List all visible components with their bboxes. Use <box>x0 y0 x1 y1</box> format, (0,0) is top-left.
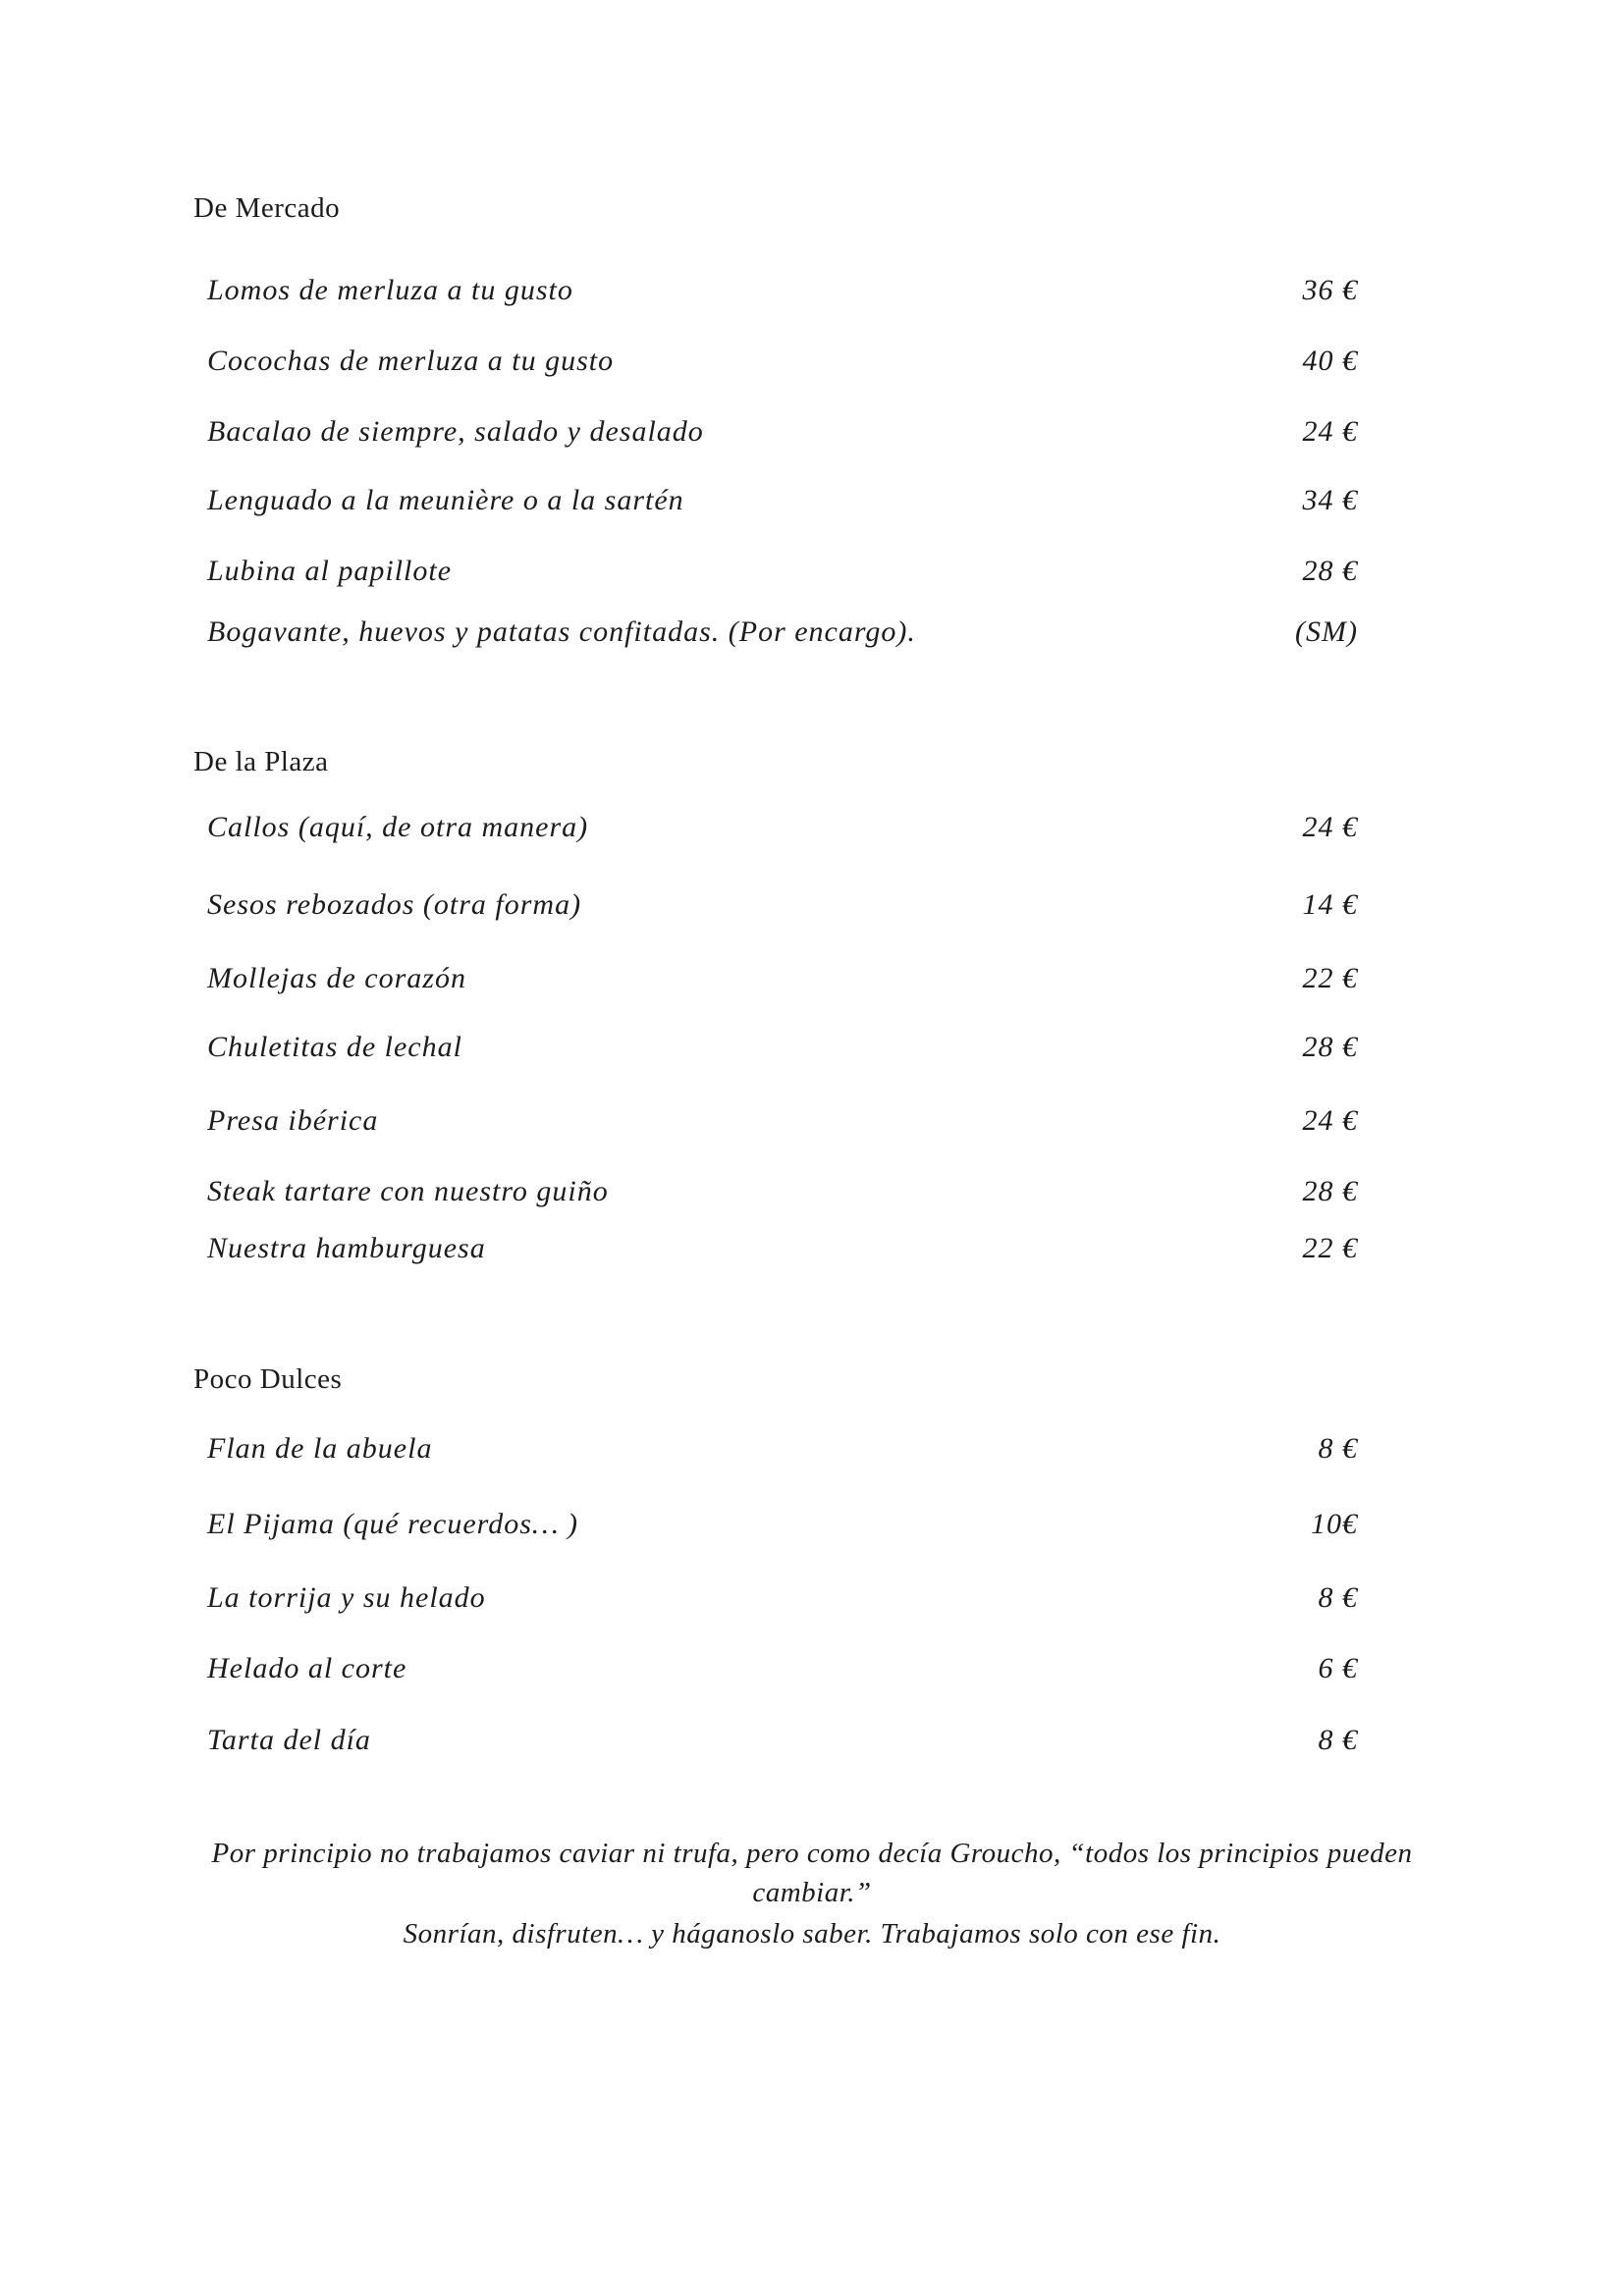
menu-item-row <box>193 614 1358 651</box>
menu-item-row <box>193 1173 1358 1210</box>
menu-item-name: Lubina al papillote <box>207 555 453 587</box>
menu-item-row <box>193 343 1358 380</box>
menu-item-row <box>193 1506 1358 1543</box>
menu-item-row <box>193 482 1358 519</box>
menu-item-price: 40 € <box>1302 345 1358 377</box>
menu-item-name: Bogavante, huevos y patatas confitadas. (Por encargo). <box>207 615 916 648</box>
footer-line: cambiar.” <box>752 1877 872 1908</box>
menu-item-price: (SM) <box>1295 615 1358 648</box>
menu-item-row <box>193 1430 1358 1468</box>
menu-item-price: 34 € <box>1302 484 1358 516</box>
menu-item-name: Tarta del día <box>207 1724 371 1756</box>
menu-item-name: Lomos de merluza a tu gusto <box>207 274 573 306</box>
section-title: De la Plaza <box>193 746 329 777</box>
section-title: Poco Dulces <box>193 1363 343 1395</box>
menu-item-name: Bacalao de siempre, salado y desalado <box>207 415 704 448</box>
menu-item-name: La torrija y su helado <box>207 1581 486 1614</box>
menu-item-row <box>193 1722 1358 1759</box>
section-de-mercado <box>193 189 1358 651</box>
menu-item-price: 14 € <box>1302 888 1358 921</box>
menu-item-row <box>193 1230 1358 1267</box>
menu-item-row <box>193 809 1358 846</box>
menu-item-name: Flan de la abuela <box>207 1432 433 1465</box>
menu-item-name: Cocochas de merluza a tu gusto <box>207 345 615 377</box>
menu-item-price: 8 € <box>1318 1581 1358 1614</box>
menu-item-price: 8 € <box>1318 1724 1358 1756</box>
menu-item-name: Lenguado a la meunière o a la sartén <box>207 484 684 516</box>
menu-item-row <box>193 272 1358 309</box>
menu-content <box>193 189 1358 1759</box>
menu-item-price: 8 € <box>1318 1432 1358 1465</box>
menu-item-row <box>193 886 1358 924</box>
menu-item-name: Helado al corte <box>207 1652 407 1684</box>
menu-item-row <box>193 413 1358 451</box>
menu-item-price: 24 € <box>1302 415 1358 448</box>
menu-item-row <box>193 553 1358 590</box>
menu-item-row <box>193 1650 1358 1687</box>
menu-item-price: 22 € <box>1302 1232 1358 1264</box>
menu-item-price: 6 € <box>1318 1652 1358 1684</box>
menu-item-name: Callos (aquí, de otra manera) <box>207 811 589 843</box>
menu-item-price: 28 € <box>1302 555 1358 587</box>
menu-item-price: 24 € <box>1302 1104 1358 1137</box>
menu-item-name: El Pijama (qué recuerdos… ) <box>207 1508 579 1540</box>
menu-item-price: 28 € <box>1302 1175 1358 1207</box>
menu-item-price: 10€ <box>1311 1508 1358 1540</box>
menu-item-price: 36 € <box>1302 274 1358 306</box>
section-poco-dulces <box>193 1361 1358 1759</box>
menu-item-price: 28 € <box>1302 1031 1358 1063</box>
menu-item-row <box>193 1029 1358 1066</box>
menu-item-name: Mollejas de corazón <box>207 962 466 994</box>
footer-line: Por principio no trabajamos caviar ni trufa, pero como decía Groucho, “todos los principios pueden <box>211 1838 1413 1869</box>
menu-item-row <box>193 1102 1358 1140</box>
menu-item-row <box>193 960 1358 997</box>
menu-item-name: Chuletitas de lechal <box>207 1031 462 1063</box>
menu-item-price: 24 € <box>1302 811 1358 843</box>
menu-footer <box>59 1834 1565 1953</box>
menu-item-row <box>193 1579 1358 1617</box>
section-title: De Mercado <box>193 192 341 224</box>
menu-item-name: Sesos rebozados (otra forma) <box>207 888 582 921</box>
menu-item-price: 22 € <box>1302 962 1358 994</box>
menu-item-name: Presa ibérica <box>207 1104 379 1137</box>
menu-item-name: Steak tartare con nuestro guiño <box>207 1175 609 1207</box>
section-de-la-plaza <box>193 743 1358 1267</box>
footer-line: Sonrían, disfruten… y háganoslo saber. Trabajamos solo con ese fin. <box>403 1918 1221 1949</box>
menu-item-name: Nuestra hamburguesa <box>207 1232 486 1264</box>
